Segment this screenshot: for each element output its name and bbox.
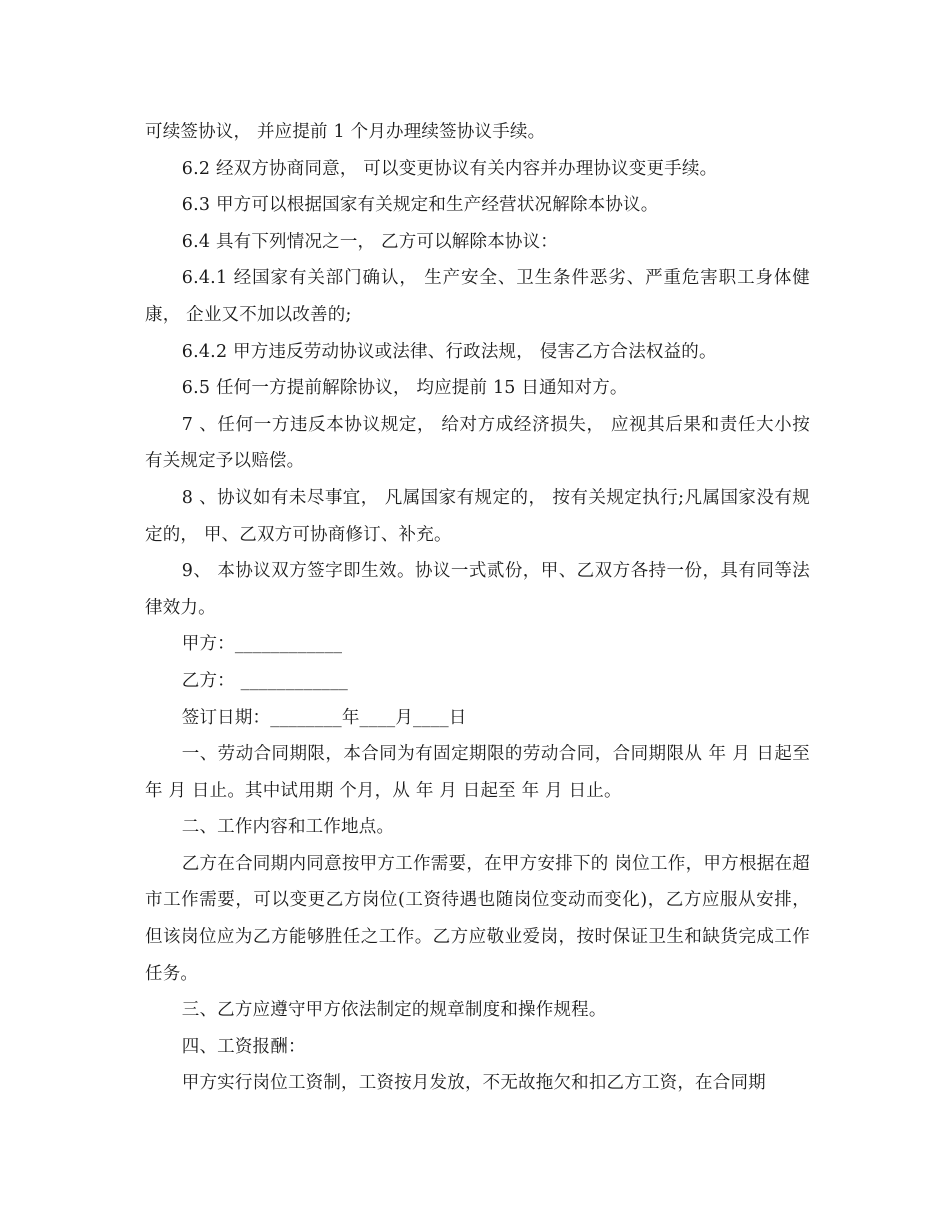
signature-date: 签订日期：________年____月____日 bbox=[181, 707, 467, 728]
paragraph-6-4: 6.4 具有下列情况之一， 乙方可以解除本协议： bbox=[181, 231, 559, 252]
signature-party-a: 甲方：____________ bbox=[181, 634, 343, 655]
paragraph-7: 7 、任何一方违反本协议规定， 给对方成经济损失， 应视其后果和责任大小按有关规定予以赔偿。 bbox=[145, 414, 810, 472]
contract-section-pay: 四、工资报酬： bbox=[181, 1036, 306, 1057]
paragraph-9: 9、 本协议双方签字即生效。协议一式贰份，甲、乙双方各持一份，具有同等法律效力。 bbox=[145, 561, 810, 618]
signature-party-b: 乙方： ____________ bbox=[181, 670, 349, 691]
contract-work-detail: 乙方在合同期内同意按甲方工作需要，在甲方安排下的 岗位工作，甲方根据在超市工作需要，可以变更乙方岗位(工资待遇也随岗位变动而变化)，乙方应服从安排，但该岗位应为乙方能够胜任之工作。乙方应敬业爱岗，按时保证卫生和缺货完成工作任务。 bbox=[145, 853, 810, 984]
paragraph-8: 8 、协议如有未尽事宜， 凡属国家有规定的， 按有关规定执行;凡属国家没有规定的， 甲、乙双方可协商修订、补充。 bbox=[145, 487, 810, 545]
contract-section-rules: 三、乙方应遵守甲方依法制定的规章制度和操作规程。 bbox=[181, 1000, 607, 1021]
contract-pay-detail: 甲方实行岗位工资制，工资按月发放，不无故拖欠和扣乙方工资，在合同期 bbox=[181, 1073, 766, 1094]
paragraph-6-3: 6.3 甲方可以根据国家有关规定和生产经营状况解除本协议。 bbox=[181, 195, 659, 216]
paragraph-6-5: 6.5 任何一方提前解除协议， 均应提前 15 日通知对方。 bbox=[181, 378, 628, 399]
contract-section-term: 一、劳动合同期限，本合同为有固定期限的劳动合同，合同期限从 年 月 日起至 年 月 日止。其中试用期 个月，从 年 月 日起至 年 月 日止。 bbox=[145, 744, 810, 801]
paragraph-6-4-2: 6.4.2 甲方违反劳动协议或法律、行政法规， 侵害乙方合法权益的。 bbox=[181, 341, 717, 362]
document-body bbox=[145, 114, 810, 1102]
paragraph-6-2: 6.2 经双方协商同意， 可以变更协议有关内容并办理协议变更手续。 bbox=[181, 158, 718, 179]
paragraph-6-4-1: 6.4.1 经国家有关部门确认， 生产安全、卫生条件恶劣、严重危害职工身体健康， 企业又不加以改善的; bbox=[145, 268, 810, 325]
contract-section-work: 二、工作内容和工作地点。 bbox=[181, 817, 395, 838]
paragraph-renewal: 可续签协议， 并应提前 1 个月办理续签协议手续。 bbox=[145, 122, 546, 142]
